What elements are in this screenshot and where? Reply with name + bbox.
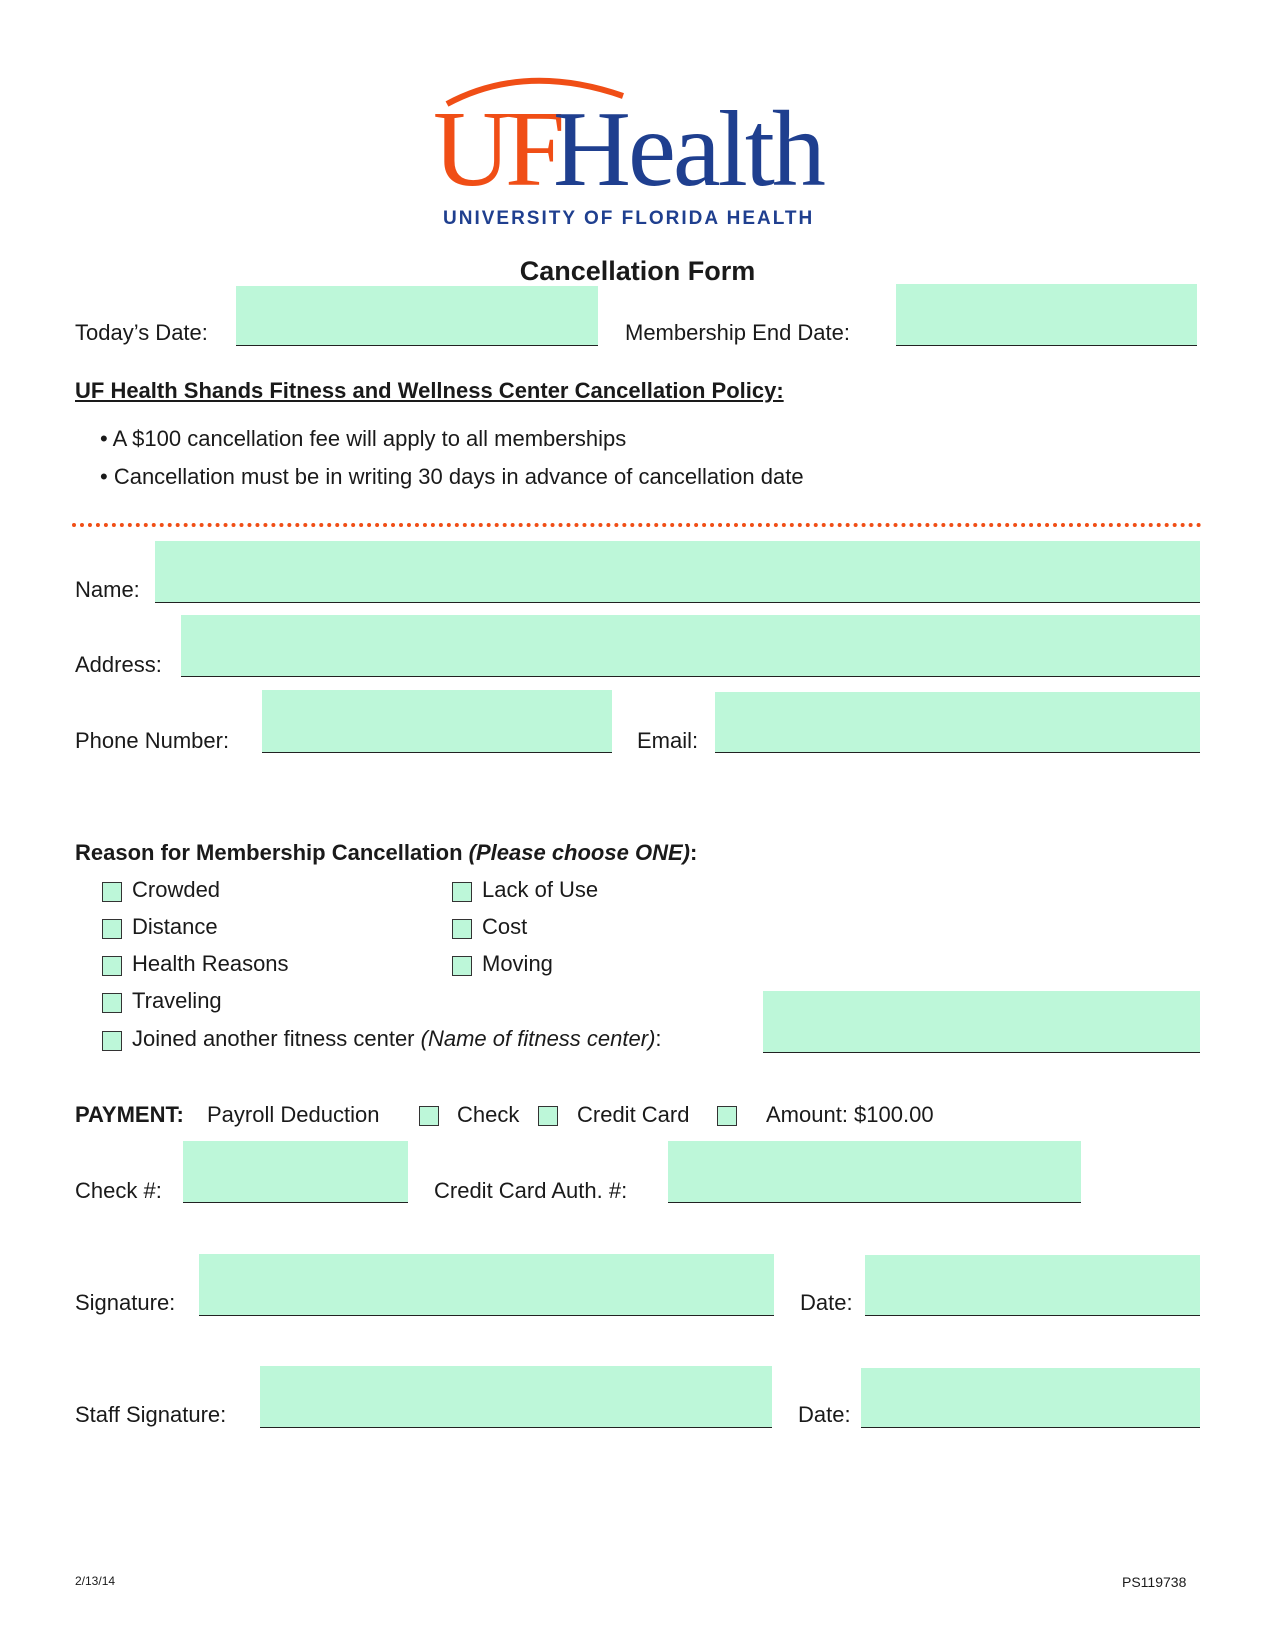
reason-health-reasons-label: Health Reasons [132, 951, 289, 976]
membership-end-date-label: Membership End Date: [625, 320, 850, 345]
policy-item: • Cancellation must be in writing 30 days in advance of cancellation date [100, 464, 804, 489]
checkbox-moving[interactable] [452, 956, 472, 976]
check-label: Check [457, 1102, 520, 1127]
checkbox-lack-of-use[interactable] [452, 882, 472, 902]
reason-distance-label: Distance [132, 914, 218, 939]
checkbox-payroll-deduction[interactable] [419, 1106, 439, 1126]
checkbox-traveling[interactable] [102, 993, 122, 1013]
staff-signature-label: Staff Signature: [75, 1402, 227, 1427]
checkbox-distance[interactable] [102, 919, 122, 939]
logo-subtitle: UNIVERSITY OF FLORIDA HEALTH [443, 208, 815, 229]
signature-label: Signature: [75, 1290, 176, 1315]
staff-signature-field[interactable] [260, 1366, 772, 1428]
reason-crowded-label: Crowded [132, 877, 221, 902]
email-field[interactable] [715, 692, 1200, 753]
checkbox-credit-card[interactable] [717, 1106, 737, 1126]
signature-field[interactable] [199, 1254, 774, 1316]
logo-health-text: Health [553, 90, 823, 209]
address-label: Address: [75, 652, 162, 677]
footer-date: 2/13/14 [75, 1574, 116, 1588]
credit-card-label: Credit Card [577, 1102, 690, 1127]
credit-card-auth-label: Credit Card Auth. #: [434, 1178, 628, 1203]
checkbox-check[interactable] [538, 1106, 558, 1126]
email-label: Email: [637, 728, 699, 753]
name-field[interactable] [155, 541, 1200, 603]
reason-joined-other-label [132, 1026, 662, 1052]
reason-moving-label: Moving [482, 951, 553, 976]
footer-code: PS119738 [1122, 1574, 1187, 1590]
signature-date-field[interactable] [865, 1255, 1200, 1316]
staff-date-field[interactable] [861, 1368, 1200, 1428]
payment-label [75, 1102, 184, 1128]
check-number-label: Check #: [75, 1178, 162, 1203]
address-field[interactable] [181, 615, 1200, 677]
policy-heading: UF Health Shands Fitness and Wellness Center Cancellation Policy: [75, 378, 784, 403]
checkbox-health-reasons[interactable] [102, 956, 122, 976]
credit-card-auth-field[interactable] [668, 1141, 1081, 1203]
joined-other-text: Joined another fitness center [132, 1026, 415, 1051]
reason-lack-of-use-label: Lack of Use [482, 877, 599, 902]
membership-end-date-field[interactable] [896, 284, 1197, 346]
reason-heading [75, 840, 697, 866]
checkbox-cost[interactable] [452, 919, 472, 939]
dotted-divider [72, 523, 1202, 527]
signature-date-label: Date: [800, 1290, 853, 1315]
reason-note: (Please choose ONE) [468, 840, 690, 865]
payment-heading: PAYMENT: [75, 1102, 184, 1127]
staff-date-label: Date: [798, 1402, 851, 1427]
amount-label: Amount: $100.00 [766, 1102, 934, 1127]
phone-number-field[interactable] [262, 690, 612, 753]
reason-traveling-label: Traveling [132, 988, 222, 1013]
other-fitness-center-field[interactable] [763, 991, 1200, 1053]
payroll-deduction-label: Payroll Deduction [207, 1102, 380, 1127]
phone-number-label: Phone Number: [75, 728, 230, 753]
joined-other-colon: : [655, 1026, 662, 1051]
policy-item: • A $100 cancellation fee will apply to all memberships [100, 426, 627, 451]
reason-cost-label: Cost [482, 914, 528, 939]
name-label: Name: [75, 577, 140, 602]
reason-label: Reason for Membership Cancellation [75, 840, 463, 865]
todays-date-label: Today’s Date: [75, 320, 208, 345]
form-title: Cancellation Form [519, 256, 756, 286]
checkbox-joined-other[interactable] [102, 1031, 122, 1051]
logo-uf-text: UF [433, 90, 560, 209]
reason-colon: : [689, 840, 698, 865]
check-number-field[interactable] [183, 1141, 408, 1203]
joined-other-note: (Name of fitness center) [420, 1026, 656, 1051]
todays-date-field[interactable] [236, 286, 598, 346]
checkbox-crowded[interactable] [102, 882, 122, 902]
